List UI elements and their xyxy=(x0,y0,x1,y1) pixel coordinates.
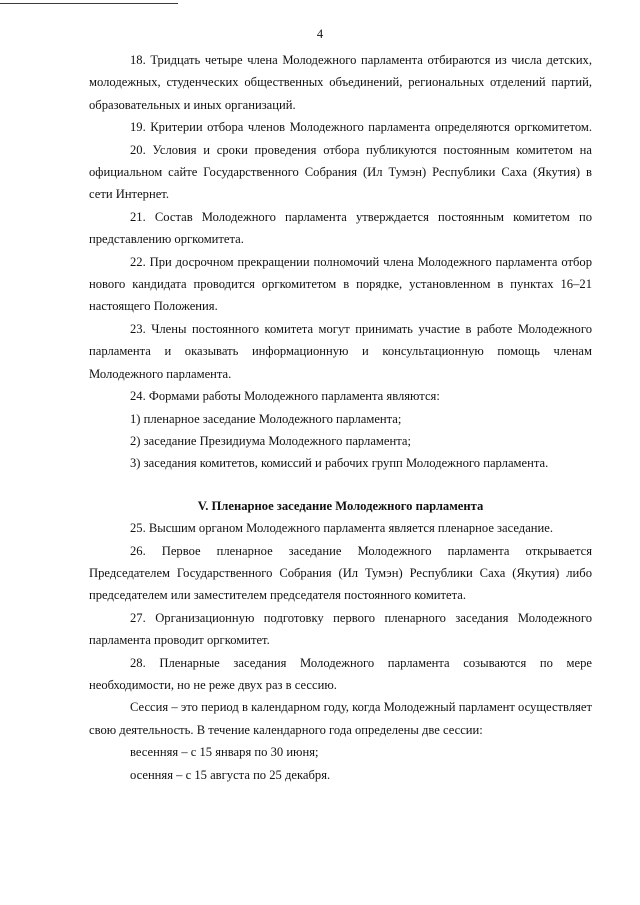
session-definition: Сессия – это период в календарном году, когда Молодежный парламент осуществляет свою деятельность. В течение календарного года определены две сессии: xyxy=(89,700,592,737)
clause-28: 28. Пленарные заседания Молодежного парламента созываются по мере необходимости, но не реже двух раз в сессию. xyxy=(89,655,592,692)
clause-23: 23. Члены постоянного комитета могут принимать участие в работе Молодежного парламента и оказывать информационную и консультационную помощь членам Молодежного парламента. xyxy=(89,321,592,381)
clause-20: 20. Условия и сроки проведения отбора публикуются постоянным комитетом на официальном сайте Государственного Собрания (Ил Тумэн) Республики Саха (Якутия) в сети Интернет. xyxy=(89,142,592,202)
top-left-rule xyxy=(0,3,178,4)
list-item-1: 1) пленарное заседание Молодежного парламента; xyxy=(130,411,402,426)
clause-18: 18. Тридцать четыре члена Молодежного парламента отбираются из числа детских, молодежных, студенческих общественных объединений, региональных отделений партий, образовательных и иных организаций. xyxy=(89,53,592,112)
page-body xyxy=(89,49,592,786)
section-heading: V. Пленарное заседание Молодежного парламента xyxy=(197,498,484,513)
spring-session: весенняя – с 15 января по 30 июня; xyxy=(130,745,319,760)
list-item-2: 2) заседание Президиума Молодежного парламента; xyxy=(130,433,411,448)
clause-26: 26. Первое пленарное заседание Молодежного парламента открывается Председателем Государственного Собрания (Ил Тумэн) Республики Саха (Якутия) либо председателем или заместителем председателя постоянного комитета. xyxy=(89,543,592,603)
list-item-3: 3) заседания комитетов, комиссий и рабочих групп Молодежного парламента. xyxy=(130,456,549,471)
clause-19: 19. Критерии отбора членов Молодежного парламента определяются оргкомитетом. xyxy=(130,120,592,135)
clause-22: 22. При досрочном прекращении полномочий члена Молодежного парламента отбор нового кандидата проводится оргкомитетом в порядке, установленном в пунктах 16–21 настоящего Положения. xyxy=(89,254,592,314)
clause-24: 24. Формами работы Молодежного парламента являются: xyxy=(130,389,440,404)
clause-27: 27. Организационную подготовку первого пленарного заседания Молодежного парламента проводит оргкомитет. xyxy=(89,610,592,648)
clause-21: 21. Состав Молодежного парламента утверждается постоянным комитетом по представлению оргкомитета. xyxy=(89,209,592,247)
page-number: 4 xyxy=(316,27,324,41)
autumn-session: осенняя – с 15 августа по 25 декабря. xyxy=(130,767,331,782)
clause-25: 25. Высшим органом Молодежного парламента является пленарное заседание. xyxy=(130,521,553,536)
